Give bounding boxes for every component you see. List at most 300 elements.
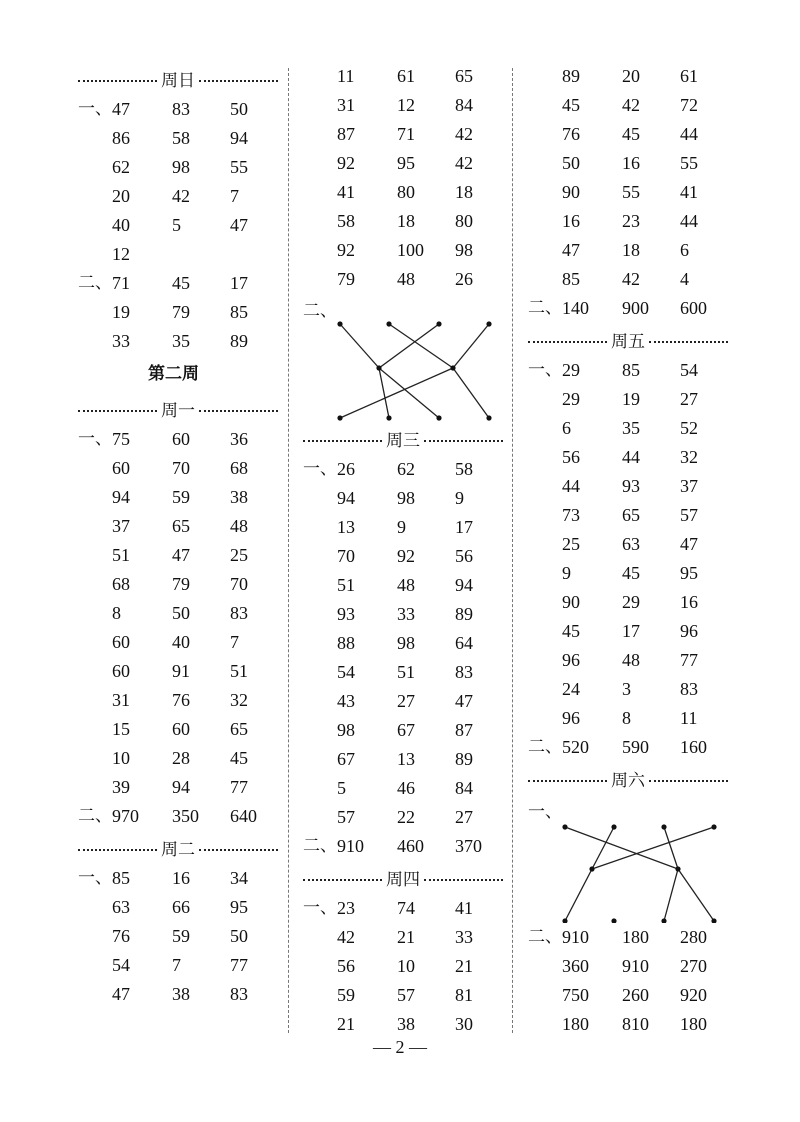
answer-value: 32 (230, 690, 248, 710)
match-dot (376, 365, 381, 370)
answer-value: 970 (112, 806, 139, 826)
answer-value: 94 (172, 777, 190, 797)
answer-row (303, 265, 503, 294)
answer-value: 59 (172, 926, 190, 946)
answer-value: 45 (562, 621, 580, 641)
answer-value: 48 (397, 269, 415, 289)
question-label: 一、 (303, 459, 337, 479)
answer-value: 70 (337, 546, 355, 566)
answer-value: 60 (112, 661, 130, 681)
answer-value: 640 (230, 806, 257, 826)
answer-value: 41 (455, 898, 473, 918)
answer-value: 45 (622, 563, 640, 583)
answer-value: 47 (230, 215, 248, 235)
answer-value: 48 (622, 650, 640, 670)
answer-value: 460 (397, 836, 424, 856)
answer-value: 50 (172, 603, 190, 623)
answer-value: 360 (562, 956, 589, 976)
answer-row (528, 414, 728, 443)
answer-row (78, 657, 278, 686)
answer-value: 42 (455, 124, 473, 144)
answer-value: 48 (230, 516, 248, 536)
answer-row (303, 120, 503, 149)
dotted-leader (649, 341, 728, 343)
answer-value: 11 (680, 708, 698, 728)
answer-value: 100 (397, 240, 424, 260)
answer-value: 350 (172, 806, 199, 826)
answer-value: 47 (112, 99, 130, 119)
answer-row (528, 733, 728, 762)
answer-value: 8 (622, 708, 631, 728)
answer-row (78, 95, 278, 124)
dotted-leader (78, 849, 157, 851)
connecting-line (678, 869, 714, 921)
answer-value: 79 (172, 302, 190, 322)
answer-value: 34 (230, 868, 248, 888)
answer-value: 42 (172, 186, 190, 206)
answer-row (528, 923, 728, 952)
answer-value: 51 (397, 662, 415, 682)
answer-value: 85 (622, 360, 640, 380)
answer-row (303, 629, 503, 658)
dotted-leader (199, 849, 278, 851)
answer-value: 24 (562, 679, 580, 699)
answer-value: 47 (680, 534, 698, 554)
answer-value: 10 (397, 956, 415, 976)
day-title: 周四 (386, 870, 420, 890)
answer-value: 17 (230, 273, 248, 293)
answer-value: 26 (337, 459, 355, 479)
match-dot (486, 415, 491, 420)
answer-value: 87 (337, 124, 355, 144)
answer-value: 25 (230, 545, 248, 565)
question-label: 二、 (78, 273, 112, 293)
answer-value: 18 (622, 240, 640, 260)
answer-value: 39 (112, 777, 130, 797)
answer-row (528, 646, 728, 675)
answer-value: 37 (112, 516, 130, 536)
answer-row (78, 425, 278, 454)
answer-value: 37 (680, 476, 698, 496)
answer-value: 71 (112, 273, 130, 293)
answer-value: 70 (172, 458, 190, 478)
answer-value: 63 (622, 534, 640, 554)
answer-value: 89 (562, 66, 580, 86)
answer-value: 32 (680, 447, 698, 467)
answer-row (528, 559, 728, 588)
answer-row (78, 211, 278, 240)
answer-value: 42 (337, 927, 355, 947)
answer-value: 9 (562, 563, 571, 583)
answer-row (303, 542, 503, 571)
answer-value: 84 (455, 95, 473, 115)
day-title: 周三 (386, 431, 420, 451)
answer-value: 8 (112, 603, 121, 623)
answer-value: 90 (562, 182, 580, 202)
answer-value: 84 (455, 778, 473, 798)
answer-value: 73 (562, 505, 580, 525)
answer-value: 57 (680, 505, 698, 525)
answer-value: 17 (455, 517, 473, 537)
answer-row (78, 686, 278, 715)
answer-value: 87 (455, 720, 473, 740)
answer-value: 910 (622, 956, 649, 976)
dotted-leader (199, 410, 278, 412)
answer-row (303, 62, 503, 91)
connecting-line (453, 368, 489, 418)
dotted-leader (424, 879, 503, 881)
answer-row (303, 745, 503, 774)
answer-value: 18 (397, 211, 415, 231)
answer-value: 77 (680, 650, 698, 670)
answer-value: 94 (112, 487, 130, 507)
answer-row (78, 599, 278, 628)
answer-value: 95 (680, 563, 698, 583)
answer-value: 16 (622, 153, 640, 173)
match-dot (675, 866, 680, 871)
match-dot (436, 321, 441, 326)
answer-value: 59 (337, 985, 355, 1005)
answer-value: 17 (622, 621, 640, 641)
answer-value: 77 (230, 955, 248, 975)
answer-value: 62 (112, 157, 130, 177)
answer-value: 98 (172, 157, 190, 177)
match-dot (386, 415, 391, 420)
answer-value: 35 (622, 418, 640, 438)
answer-row (528, 443, 728, 472)
connecting-line (565, 827, 678, 869)
answer-value: 88 (337, 633, 355, 653)
answer-value: 86 (112, 128, 130, 148)
answer-value: 47 (455, 691, 473, 711)
answer-value: 94 (230, 128, 248, 148)
answer-value: 85 (562, 269, 580, 289)
answer-value: 29 (562, 389, 580, 409)
answer-value: 60 (112, 458, 130, 478)
answer-value: 76 (112, 926, 130, 946)
answer-value: 79 (172, 574, 190, 594)
match-dot (337, 415, 342, 420)
answer-row (78, 744, 278, 773)
answer-row (78, 124, 278, 153)
dotted-leader (528, 341, 607, 343)
answer-value: 60 (172, 429, 190, 449)
answer-row (528, 704, 728, 733)
answer-value: 93 (622, 476, 640, 496)
answer-value: 50 (230, 926, 248, 946)
answer-value: 75 (112, 429, 130, 449)
answer-value: 23 (622, 211, 640, 231)
answer-value: 4 (680, 269, 689, 289)
day-title: 周一 (161, 401, 195, 421)
answer-value: 29 (562, 360, 580, 380)
answer-value: 83 (455, 662, 473, 682)
match-dot (711, 824, 716, 829)
answer-row (78, 269, 278, 298)
answer-value: 44 (622, 447, 640, 467)
match-dot (386, 321, 391, 326)
answer-row (78, 893, 278, 922)
answer-value: 79 (337, 269, 355, 289)
answer-value: 56 (455, 546, 473, 566)
answer-row (78, 773, 278, 802)
matching-diagram (528, 795, 728, 923)
answer-row (303, 716, 503, 745)
answer-row (528, 472, 728, 501)
day-header (78, 831, 278, 864)
answer-value: 6 (680, 240, 689, 260)
answer-value: 48 (397, 575, 415, 595)
answer-value: 31 (337, 95, 355, 115)
answer-value: 76 (172, 690, 190, 710)
question-label: 一、 (303, 898, 337, 918)
answer-value: 51 (337, 575, 355, 595)
answer-row (303, 952, 503, 981)
answer-value: 810 (622, 1014, 649, 1034)
answer-value: 140 (562, 298, 589, 318)
answer-value: 56 (562, 447, 580, 467)
answer-value: 83 (172, 99, 190, 119)
answer-value: 42 (455, 153, 473, 173)
answer-value: 920 (680, 985, 707, 1005)
answer-value: 25 (562, 534, 580, 554)
answer-row (528, 178, 728, 207)
answer-value: 66 (172, 897, 190, 917)
answer-value: 13 (337, 517, 355, 537)
answer-value: 180 (562, 1014, 589, 1034)
answer-value: 47 (172, 545, 190, 565)
answer-value: 23 (337, 898, 355, 918)
match-dot (436, 415, 441, 420)
column-divider (512, 68, 513, 1033)
answer-value: 19 (112, 302, 130, 322)
day-header (78, 62, 278, 95)
answer-value: 83 (230, 984, 248, 1004)
answer-value: 22 (397, 807, 415, 827)
answer-value: 20 (112, 186, 130, 206)
answer-value: 85 (230, 302, 248, 322)
answer-row (303, 484, 503, 513)
answer-value: 77 (230, 777, 248, 797)
answer-row (78, 327, 278, 356)
question-label: 二、 (528, 927, 562, 947)
answer-value: 12 (397, 95, 415, 115)
answer-row (303, 832, 503, 861)
answer-value: 70 (230, 574, 248, 594)
answer-value: 58 (172, 128, 190, 148)
match-dot (486, 321, 491, 326)
answer-value: 910 (562, 927, 589, 947)
answer-value: 43 (337, 691, 355, 711)
answer-value: 910 (337, 836, 364, 856)
answer-row (78, 298, 278, 327)
answer-row (528, 675, 728, 704)
answer-row (303, 1010, 503, 1039)
answer-value: 61 (680, 66, 698, 86)
answer-value: 38 (172, 984, 190, 1004)
answer-value: 21 (397, 927, 415, 947)
answer-row (528, 62, 728, 91)
day-title: 周五 (611, 332, 645, 352)
answer-value: 16 (172, 868, 190, 888)
answer-value: 160 (680, 737, 707, 757)
answer-value: 54 (337, 662, 355, 682)
answer-value: 15 (112, 719, 130, 739)
answer-row (303, 455, 503, 484)
answer-value: 33 (112, 331, 130, 351)
answer-value: 180 (680, 1014, 707, 1034)
page-number: — 2 — (373, 1037, 427, 1057)
matching-lines (528, 795, 728, 923)
answer-value: 81 (455, 985, 473, 1005)
day-header (303, 422, 503, 455)
answer-value: 80 (397, 182, 415, 202)
day-title: 周日 (161, 71, 195, 91)
connecting-line (389, 324, 453, 368)
answer-column-3 (528, 62, 728, 1039)
answer-row (303, 178, 503, 207)
dotted-leader (199, 80, 278, 82)
answer-value: 67 (337, 749, 355, 769)
answer-value: 64 (455, 633, 473, 653)
question-label: 一、 (78, 99, 112, 119)
answer-value: 270 (680, 956, 707, 976)
answer-row (303, 923, 503, 952)
answer-row (528, 501, 728, 530)
answer-value: 74 (397, 898, 415, 918)
question-label: 一、 (78, 868, 112, 888)
answer-value: 94 (337, 488, 355, 508)
answer-row (78, 483, 278, 512)
question-label: 一、 (528, 802, 562, 822)
answer-row (528, 530, 728, 559)
answer-value: 20 (622, 66, 640, 86)
answer-row (303, 571, 503, 600)
connecting-line (664, 827, 678, 869)
answer-value: 98 (397, 633, 415, 653)
answer-row (78, 570, 278, 599)
answer-value: 5 (172, 215, 181, 235)
answer-value: 36 (230, 429, 248, 449)
answer-value: 44 (680, 124, 698, 144)
answer-value: 21 (337, 1014, 355, 1034)
match-dot (337, 321, 342, 326)
answer-row (528, 91, 728, 120)
answer-value: 900 (622, 298, 649, 318)
match-dot (562, 824, 567, 829)
answer-value: 520 (562, 737, 589, 757)
answer-value: 72 (680, 95, 698, 115)
answer-value: 10 (112, 748, 130, 768)
answer-value: 67 (397, 720, 415, 740)
answer-value: 98 (397, 488, 415, 508)
connecting-line (340, 368, 453, 418)
answer-value: 89 (230, 331, 248, 351)
answer-value: 7 (230, 632, 239, 652)
answer-value: 9 (397, 517, 406, 537)
answer-value: 44 (562, 476, 580, 496)
dotted-leader (649, 780, 728, 782)
answer-value: 71 (397, 124, 415, 144)
answer-value: 3 (622, 679, 631, 699)
answer-value: 26 (455, 269, 473, 289)
answer-value: 38 (230, 487, 248, 507)
answer-value: 83 (230, 603, 248, 623)
matching-diagram (303, 294, 503, 422)
dotted-leader (78, 80, 157, 82)
answer-row (78, 864, 278, 893)
answer-value: 30 (455, 1014, 473, 1034)
answer-value: 29 (622, 592, 640, 612)
answer-value: 68 (230, 458, 248, 478)
answer-row (528, 385, 728, 414)
matching-lines (303, 294, 503, 422)
answer-value: 92 (397, 546, 415, 566)
answer-value: 57 (397, 985, 415, 1005)
answer-value: 44 (680, 211, 698, 231)
answer-value: 750 (562, 985, 589, 1005)
answer-value: 58 (455, 459, 473, 479)
answer-value: 45 (622, 124, 640, 144)
day-header (303, 861, 503, 894)
answer-value: 92 (337, 153, 355, 173)
answer-value: 98 (337, 720, 355, 740)
answer-value: 54 (680, 360, 698, 380)
answer-value: 35 (172, 331, 190, 351)
answer-value: 91 (172, 661, 190, 681)
answer-value: 58 (337, 211, 355, 231)
answer-value: 9 (455, 488, 464, 508)
connecting-line (565, 869, 592, 921)
answer-value: 590 (622, 737, 649, 757)
answer-value: 52 (680, 418, 698, 438)
question-label: 一、 (528, 360, 562, 380)
answer-value: 76 (562, 124, 580, 144)
answer-value: 65 (230, 719, 248, 739)
answer-row (78, 628, 278, 657)
answer-row (78, 512, 278, 541)
day-title: 周六 (611, 771, 645, 791)
answer-value: 59 (172, 487, 190, 507)
answer-value: 60 (112, 632, 130, 652)
answer-value: 83 (680, 679, 698, 699)
day-header (528, 323, 728, 356)
answer-value: 47 (562, 240, 580, 260)
question-label: 二、 (528, 737, 562, 757)
answer-column-2 (303, 62, 503, 1039)
answer-value: 18 (455, 182, 473, 202)
week-title: 第二周 (148, 364, 199, 384)
answer-row (528, 120, 728, 149)
answer-row (528, 617, 728, 646)
answer-value: 33 (455, 927, 473, 947)
answer-row (528, 207, 728, 236)
answer-value: 41 (680, 182, 698, 202)
answer-row (303, 149, 503, 178)
answer-row (78, 240, 278, 269)
answer-value: 28 (172, 748, 190, 768)
answer-value: 50 (562, 153, 580, 173)
answer-value: 90 (562, 592, 580, 612)
connecting-line (664, 869, 678, 921)
dotted-leader (303, 879, 382, 881)
match-dot (611, 824, 616, 829)
answer-value: 41 (337, 182, 355, 202)
answer-value: 370 (455, 836, 482, 856)
answer-value: 60 (172, 719, 190, 739)
answer-row (528, 981, 728, 1010)
question-label: 一、 (78, 429, 112, 449)
